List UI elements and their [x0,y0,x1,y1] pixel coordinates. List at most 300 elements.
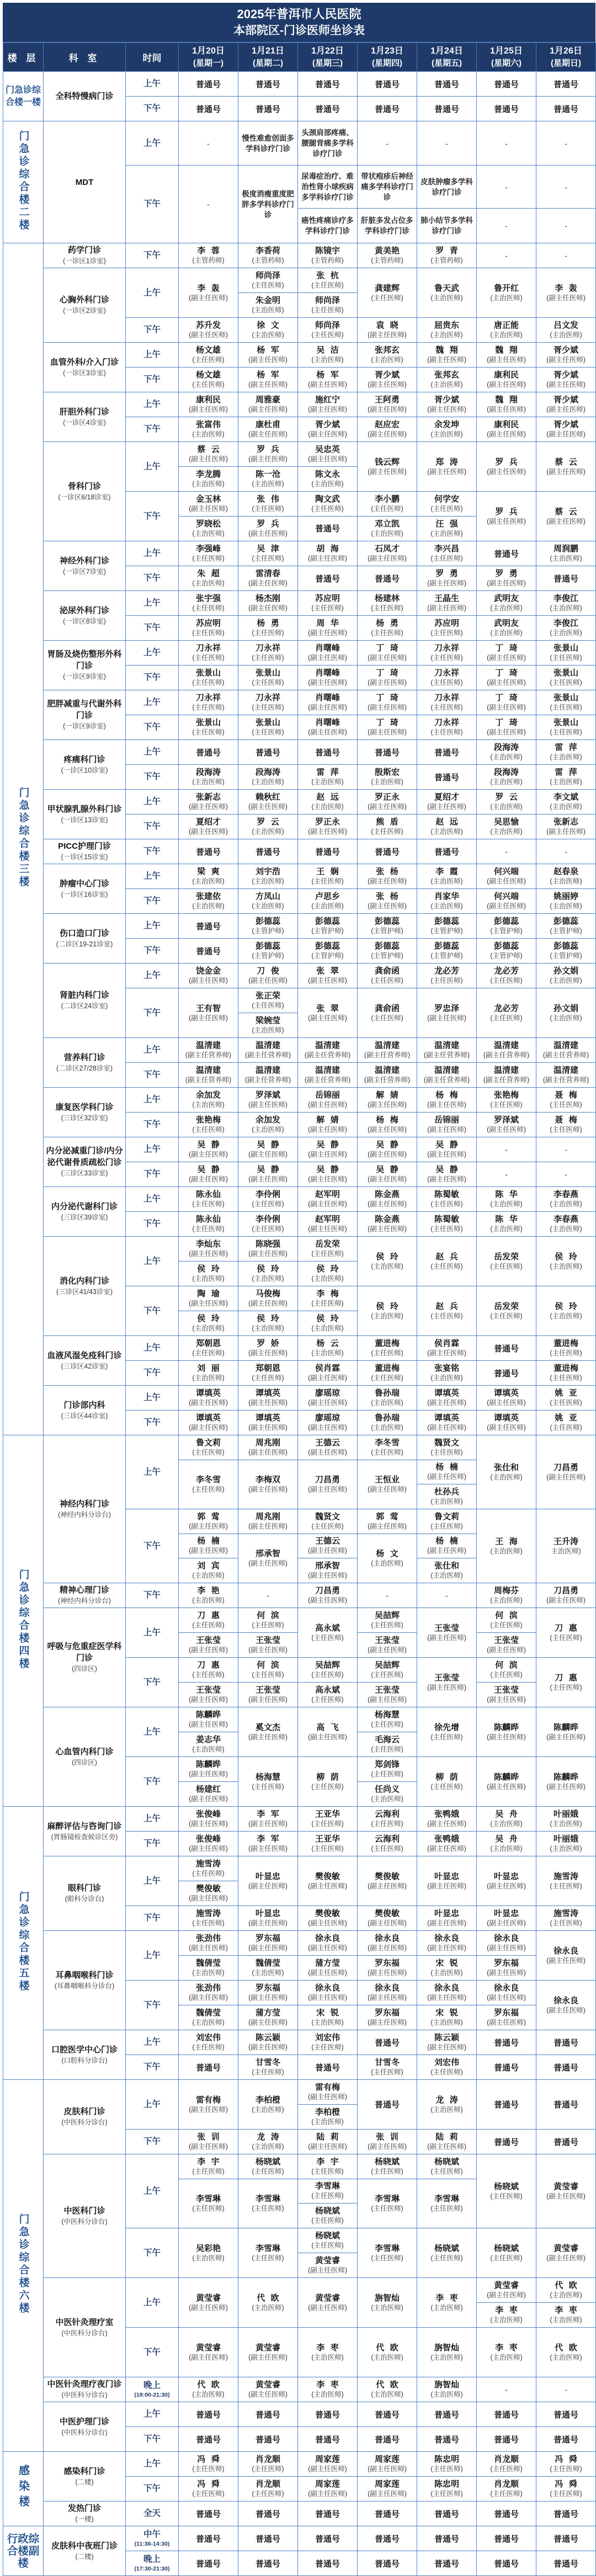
schedule-cell-stack [358,1981,417,2030]
schedule-cell-stack [477,666,536,690]
schedule-cell-stack [238,939,297,963]
schedule-cell [298,1981,358,2030]
schedule-cell [298,1411,358,1435]
general-registration: 普通号 [374,847,400,857]
department-cell [44,1386,126,1435]
schedule-cell [238,1583,298,1608]
doctor-title: (主任医师) [490,1312,523,1320]
session-time-cell [126,939,179,964]
doctor-title: (主任医师) [252,679,284,686]
schedule-cell-stack [238,840,297,864]
doctor-entry [238,2179,297,2227]
schedule-cell [298,1386,358,1411]
schedule-cell-stack [477,691,536,715]
schedule-cell [179,2055,238,2080]
department-cell [44,1187,126,1237]
schedule-cell [238,939,298,964]
doctor-entry [298,2080,357,2105]
department-header-label: 科 室 [68,53,100,63]
schedule-cell [477,268,536,318]
schedule-cell-stack [477,492,536,541]
schedule-entry [417,2502,476,2526]
doctor-title: (副主任营养师) [423,1051,470,1059]
schedule-row [3,1807,596,1832]
schedule-cell-stack [536,1981,595,2030]
doctor-name: 杨建红 [195,1784,221,1794]
schedule-cell [179,2377,238,2402]
doctor-entry [238,418,297,441]
doctor-title: (副主任医师) [427,1994,466,2002]
schedule-entry [298,2552,357,2575]
doctor-name: 张训 [376,2132,405,2142]
doctor-name: 彭德蕊 [315,941,340,951]
doctor-name: 张杨 [376,892,405,901]
doctor-name: 陈麟晔 [195,1760,221,1770]
schedule-entry [477,1138,536,1162]
department-name: PICC护理门诊 [58,842,111,851]
session-time-cell [126,1088,179,1113]
schedule-cell-stack [238,2403,297,2426]
schedule-cell-stack [179,1708,238,1757]
doctor-name: 彭德蕊 [374,917,400,926]
doctor-entry [477,914,536,938]
doctor-title: (主治医师) [192,877,225,885]
no-clinic-dash: - [445,139,448,148]
schedule-entry [417,1584,476,1608]
schedule-cell-stack [477,1931,536,1980]
doctor-entry [179,1361,238,1385]
schedule-cell [536,1336,596,1361]
schedule-cell [179,939,238,964]
schedule-cell-stack [238,790,297,814]
doctor-name: 何兴端 [493,867,519,876]
doctor-name: 郑涛 [435,457,464,467]
doctor-title: (主任医师) [371,1820,403,1828]
general-registration: 普通号 [315,2435,340,2445]
doctor-entry [358,1337,417,1360]
doctor-title: (副主任医师) [368,1646,407,1654]
schedule-cell-stack [358,1039,417,1062]
hospital-title: 2025年普洱市人民医院 [237,7,361,21]
doctor-title: (主任医师) [550,654,582,662]
schedule-cell [298,2427,358,2452]
doctor-name: 蔡云 [197,445,226,455]
floor-cell [3,121,44,243]
doctor-name: 李灿东 [195,1239,221,1249]
schedule-cell-stack [298,865,357,888]
doctor-entry [358,1781,417,1806]
doctor-title: (主任医师) [490,1671,523,1679]
schedule-row [3,641,596,666]
schedule-cell [238,1707,298,1757]
schedule-cell-stack [417,2552,476,2575]
schedule-cell [536,541,596,566]
schedule-cell-stack [238,716,297,739]
schedule-cell [238,1063,298,1088]
schedule-cell-stack [179,1113,238,1137]
doctor-title: (主任医师) [252,1621,284,1630]
doctor-entry [536,691,595,715]
schedule-cell [238,166,298,243]
schedule-cell [238,2030,298,2055]
doctor-title: (主治医师) [550,1200,582,1208]
schedule-cell [536,566,596,591]
schedule-cell [358,1237,417,1286]
schedule-cell-stack [477,2080,536,2129]
doctor-title: (副主任医师) [487,877,526,885]
schedule-cell [536,839,596,864]
doctor-name: 余发坤 [434,420,459,429]
doctor-title: (主治医师) [252,1324,284,1332]
floor-cell [3,2452,44,2526]
schedule-cell-stack [477,1063,536,1087]
doctor-entry [358,2179,417,2227]
schedule-cell [417,1237,477,1286]
doctor-title: (副主任医师) [308,704,347,711]
doctor-title: (副主任医师) [308,1424,347,1431]
doctor-entry [358,616,417,640]
doctor-entry [238,1832,297,1856]
doctor-name: 李蓉 [197,246,226,256]
schedule-cell [179,2030,238,2055]
doctor-name: 陈云颖 [255,2033,280,2042]
doctor-entry [536,2328,595,2377]
doctor-title: (副主任医师) [546,1596,586,1604]
doctor-entry [298,1981,357,2005]
doctor-title: (主任医师) [192,704,225,711]
schedule-cell-stack [179,1337,238,1360]
doctor-title: (主任医师) [430,1262,463,1270]
session-time-cell [126,2377,179,2402]
doctor-name: 王阿勇 [374,395,400,405]
schedule-cell [536,889,596,914]
doctor-name: 段海涛 [255,768,280,777]
schedule-cell-stack [179,1807,238,1831]
doctor-name: 鲁孙瑞 [374,1388,400,1398]
schedule-cell-stack [298,2080,357,2129]
schedule-cell [477,2402,536,2427]
doctor-name: 赵应宏 [374,420,400,429]
doctor-entry [536,1708,595,1757]
schedule-cell [238,392,298,417]
session-time-cell [126,417,179,442]
doctor-name: 董进梅 [553,1339,578,1348]
schedule-cell-stack [417,2477,476,2501]
schedule-cell [298,1361,358,1386]
schedule-cell [477,417,536,442]
schedule-cell [358,1435,417,1509]
schedule-cell-stack [179,2080,238,2129]
doctor-name: 杨梅 [376,1115,405,1125]
doctor-title: (主治医师) [371,1559,403,1567]
general-registration: 普通号 [553,574,578,584]
doctor-title: (主治医师) [430,529,463,537]
schedule-cell-stack [417,2031,476,2055]
department-cell [44,72,126,121]
doctor-title: (副主任医师) [248,430,288,438]
schedule-cell-stack [536,2502,595,2526]
doctor-entry [238,292,297,317]
schedule-cell [179,2154,238,2228]
schedule-cell [298,1757,358,1807]
schedule-cell-stack [477,97,536,121]
schedule-entry [358,2031,417,2055]
doctor-entry [417,2279,476,2327]
department-name: 呼吸与危重症医学科门诊 [47,1642,122,1663]
session-time-cell [126,864,179,889]
schedule-cell [417,72,477,97]
doctor-entry [179,1287,238,1311]
schedule-cell-stack [417,166,476,243]
doctor-entry [298,1386,357,1410]
schedule-cell [417,392,477,417]
schedule-cell [238,1411,298,1435]
schedule-cell [536,1137,596,1162]
doctor-entry [238,1361,297,1385]
doctor-title: (主任医师) [311,505,344,513]
schedule-cell [179,790,238,815]
schedule-cell [536,2080,596,2130]
doctor-name: 张翠 [316,1003,345,1013]
schedule-cell-stack [358,97,417,121]
doctor-title: (副主任医师) [308,1374,347,1382]
doctor-name: 毛海云 [374,1734,400,1744]
schedule-cell [536,2502,596,2526]
schedule-cell [536,1807,596,1832]
general-registration: 普通号 [493,104,519,114]
doctor-title: (副主任医师) [189,1770,228,1779]
doctor-name: 侯玲 [376,1301,405,1311]
session-time-label: 上午 [143,1727,161,1737]
doctor-title: (主治医师) [192,579,225,587]
doctor-title: (副主任医师) [189,1250,228,1258]
doctor-title: (主任医师) [371,2254,403,2262]
schedule-row [3,1608,596,1658]
doctor-entry [477,790,536,814]
doctor-entry [238,1188,297,1211]
schedule-row [3,343,596,368]
doctor-entry [238,2056,297,2079]
schedule-entry [358,567,417,590]
schedule-cell [536,939,596,964]
doctor-title: (主任医师) [371,1621,403,1630]
doctor-entry [358,2452,417,2476]
schedule-cell-stack [298,2229,357,2277]
department-name: 血管外科/介入门诊 [50,357,119,367]
doctor-entry [536,1237,595,1286]
schedule-entry [358,122,417,165]
doctor-name: 何滨 [495,1611,524,1621]
department-room: (中医科分诊台) [61,2391,108,2399]
schedule-cell [358,1162,417,1187]
floor-header-label: 楼 层 [7,53,39,63]
doctor-title: (副主任医师) [248,604,288,612]
doctor-name: 彭德蕊 [434,941,459,951]
doctor-name: 杨海慧 [255,1772,280,1782]
doctor-entry [477,393,536,417]
doctor-entry [298,1138,357,1162]
schedule-cell [358,2080,417,2130]
doctor-entry [536,269,595,317]
schedule-cell [536,864,596,889]
schedule-cell-stack [238,1658,297,1707]
schedule-cell-stack [417,890,476,913]
doctor-entry [298,1212,357,1236]
session-time-cell [126,1286,179,1336]
doctor-title: (副主任医师) [189,2353,228,2361]
schedule-cell [536,2030,596,2055]
general-registration: 普通号 [195,2534,221,2544]
schedule-cell [238,2502,298,2526]
doctor-title: (副主任医师) [248,381,288,388]
schedule-cell [358,2278,417,2328]
general-registration: 普通号 [553,104,578,114]
doctor-name: 陈麟晔 [553,1722,578,1732]
doctor-title: (主治医师) [550,1014,582,1022]
schedule-cell-stack [358,2552,417,2575]
doctor-entry [358,1807,417,1831]
doctor-name: 龙必芳 [493,1003,519,1013]
schedule-cell [238,2526,298,2551]
doctor-title: (副主任医师) [189,1795,228,1803]
schedule-cell [417,1931,477,1981]
doctor-name: 彭德蕊 [553,917,578,926]
doctor-entry [238,1931,297,1956]
schedule-cell [477,442,536,492]
doctor-title: (副主任医师) [546,294,586,302]
doctor-title: (副主任医师) [189,1845,228,1853]
schedule-cell-stack [358,1237,417,1286]
schedule-cell [477,1807,536,1832]
schedule-row [3,790,596,815]
doctor-entry [358,368,417,392]
schedule-entry [536,2130,595,2154]
schedule-cell-stack [298,97,357,121]
schedule-cell [536,2154,596,2228]
doctor-name: 徐永良 [315,1934,340,1944]
doctor-title: (主任医师) [430,1733,463,1741]
doctor-name: 谭填英 [434,1413,459,1423]
doctor-name: 温清建 [553,1066,578,1075]
schedule-cell [179,72,238,97]
doctor-name: 谭填英 [493,1413,519,1423]
schedule-cell-stack [298,2328,357,2377]
doctor-entry [477,1039,536,1062]
schedule-cell-stack [477,2452,536,2476]
schedule-entry [358,2428,417,2451]
schedule-cell [536,97,596,121]
doctor-title: (副主任医师) [248,1101,288,1109]
doctor-entry [417,492,476,517]
schedule-cell-stack [238,492,297,541]
doctor-name: 鲁开红 [493,283,519,293]
doctor-name: 李伶俐 [255,1215,280,1224]
doctor-title: (副主任医师) [248,1646,288,1654]
doctor-entry [536,964,595,988]
schedule-cell-stack [238,1088,297,1112]
doctor-entry [238,1212,297,1236]
doctor-name: 罗兵 [495,457,524,467]
schedule-cell-stack [238,2428,297,2451]
session-time-label: 下午 [143,623,161,632]
doctor-entry [298,244,357,268]
schedule-cell-stack [536,2552,595,2575]
schedule-cell-stack [536,343,595,367]
doctor-entry [298,1311,357,1335]
doctor-entry [298,1287,357,1311]
doctor-title: (副主任医师) [546,406,586,413]
doctor-title: (主任医师) [252,2465,284,2473]
doctor-title: (副主任医师) [368,1968,407,1977]
doctor-name: 罗泽斌 [255,1090,280,1100]
doctor-name: 张新志 [553,817,578,827]
schedule-cell [298,889,358,914]
doctor-title: (副主任医师) [308,1014,347,1022]
department-cell [44,2030,126,2080]
schedule-entry [536,208,595,242]
schedule-cell [477,166,536,243]
session-time-label: 下午 [143,1541,161,1551]
schedule-cell-stack [179,1237,238,1286]
doctor-title: (主管药师) [311,257,344,264]
general-registration: 普通号 [195,104,221,114]
schedule-cell-stack [298,592,357,615]
doctor-name: 郑剑锋 [374,1760,400,1770]
schedule-cell-stack [536,691,595,715]
session-time-label: 下午 [143,104,161,113]
schedule-cell [536,2477,596,2502]
doctor-entry [536,1039,595,1062]
schedule-cell [477,1832,536,1856]
schedule-cell [417,1411,477,1435]
doctor-entry [417,2452,476,2476]
no-clinic-dash: - [505,1145,508,1154]
department-cell [44,1038,126,1088]
doctor-title: (副主任医师) [368,902,407,910]
doctor-entry [536,815,595,839]
doctor-title: (副主任医师) [248,406,288,413]
doctor-name: 张劲伟 [195,1934,221,1944]
doctor-name: 聂梅 [555,1115,583,1125]
session-time-label: 下午 [143,722,161,732]
general-registration: 普通号 [493,2137,519,2147]
doctor-entry [238,343,297,367]
schedule-cell [358,1807,417,1832]
schedule-cell [238,1509,298,1583]
doctor-name: 罗正永 [315,817,340,827]
schedule-entry [417,2428,476,2451]
doctor-entry [358,1609,417,1633]
no-clinic-dash: - [505,1170,508,1179]
doctor-title: (主任医师) [490,2465,523,2473]
doctor-name: 刘宏伟 [195,2033,221,2042]
schedule-cell-stack [477,2477,536,2501]
department-cell [44,864,126,914]
doctor-entry [417,1758,476,1806]
schedule-cell-stack [358,1088,417,1112]
doctor-title: (主任医师) [311,604,344,612]
doctor-title: (副主任医师) [248,1399,288,1407]
general-registration: 普通号 [195,748,221,758]
doctor-name: 彭德蕊 [493,917,519,926]
department-name: 肿瘤中心门诊 [59,879,109,888]
schedule-cell-stack [417,122,476,165]
schedule-row [3,1088,596,1113]
doctor-title: (主任医师) [192,1225,225,1233]
doctor-name: 徐永良 [374,1934,400,1944]
doctor-title: (主治医师) [550,877,582,885]
schedule-cell [417,2477,477,2502]
